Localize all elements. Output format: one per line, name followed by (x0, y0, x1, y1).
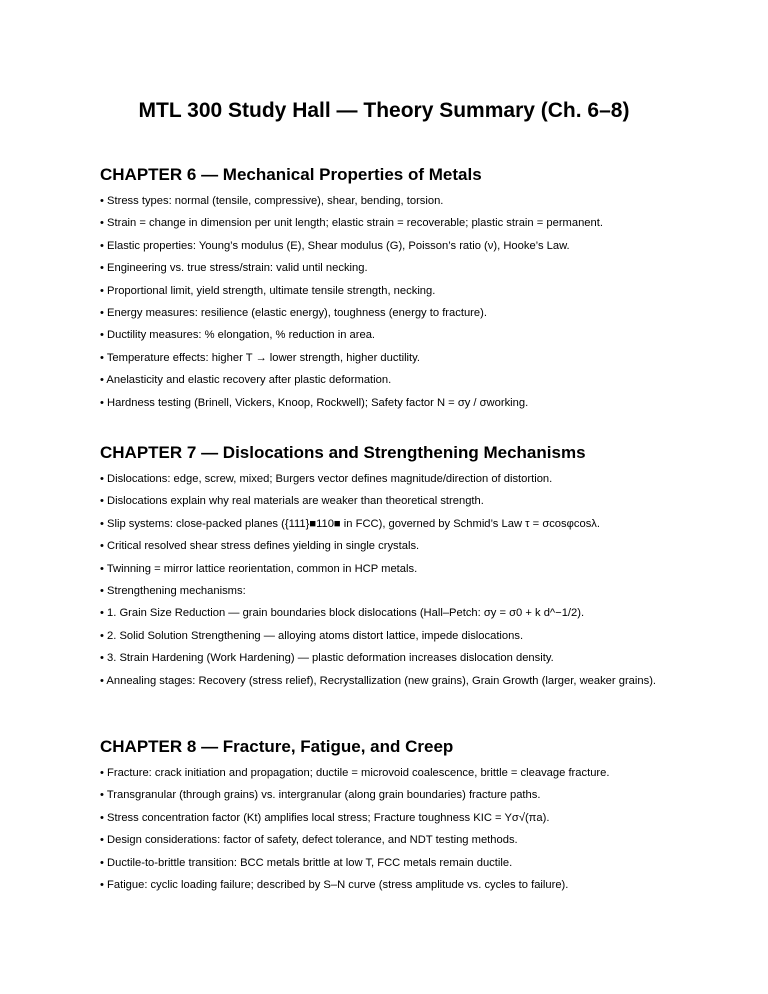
list-item: • Strengthening mechanisms: (100, 584, 246, 597)
list-item: • Critical resolved shear stress defines yielding in single crystals. (100, 540, 420, 553)
list-item: • Design considerations: factor of safety, defect tolerance, and NDT testing methods. (100, 834, 518, 847)
list-item: • Ductility measures: % elongation, % reduction in area. (100, 329, 376, 342)
list-item: • Fracture: crack initiation and propagation; ductile = microvoid coalescence, brittle = cleavage fracture. (100, 767, 610, 779)
list-item: • Hardness testing (Brinell, Vickers, Knoop, Rockwell); Safety factor N = σy / σworking. (100, 396, 529, 409)
chapter-7-section (100, 442, 688, 696)
list-item: • Temperature effects: higher T → lower strength, higher ductility. (100, 351, 421, 364)
list-item: • Elastic properties: Young’s modulus (E), Shear modulus (G), Poisson’s ratio (ν), Hooke’s Law. (100, 239, 570, 252)
list-item: • Transgranular (through grains) vs. intergranular (along grain boundaries) fracture paths. (100, 789, 541, 802)
chapter-6-section (100, 164, 688, 418)
list-item: • Annealing stages: Recovery (stress relief), Recrystallization (new grains), Grain Growth (larger, weaker grains). (100, 674, 657, 687)
chapter-7-heading: CHAPTER 7 — Dislocations and Strengthening Mechanisms (100, 443, 586, 462)
list-item: • Ductile-to-brittle transition: BCC metals brittle at low T, FCC metals remain ductile. (100, 856, 513, 869)
list-item: • 3. Strain Hardening (Work Hardening) — plastic deformation increases dislocation density. (100, 652, 554, 665)
list-item: • Slip systems: close-packed planes ({111}■110■ in FCC), governed by Schmid’s Law τ = σcosφcosλ. (100, 517, 600, 530)
list-item: • Engineering vs. true stress/strain: valid until necking. (100, 262, 368, 275)
list-item: • Energy measures: resilience (elastic energy), toughness (energy to fracture). (100, 306, 487, 319)
chapter-6-list (100, 194, 688, 410)
list-item: • Anelasticity and elastic recovery after plastic deformation. (100, 374, 392, 387)
list-item: • Strain = change in dimension per unit length; elastic strain = recoverable; plastic strain = permanent. (100, 217, 603, 230)
chapter-8-list (100, 766, 688, 892)
page-title: MTL 300 Study Hall — Theory Summary (Ch. 6–8) (138, 99, 630, 122)
list-item: • 1. Grain Size Reduction — grain boundaries block dislocations (Hall–Petch: σy = σ0 + k d^−1/2). (100, 607, 585, 620)
chapter-7-list (100, 472, 688, 688)
list-item: • Stress types: normal (tensile, compressive), shear, bending, torsion. (100, 195, 444, 207)
chapter-8-heading: CHAPTER 8 — Fracture, Fatigue, and Creep (100, 737, 454, 756)
list-item: • Stress concentration factor (Kt) amplifies local stress; Fracture toughness KIC = Yσ√(πa). (100, 811, 550, 824)
list-item: • Dislocations: edge, screw, mixed; Burgers vector defines magnitude/direction of distortion. (100, 473, 553, 485)
chapter-8-section (100, 736, 688, 900)
list-item: • Dislocations explain why real materials are weaker than theoretical strength. (100, 495, 484, 508)
list-item: • 2. Solid Solution Strengthening — alloying atoms distort lattice, impede dislocations. (100, 629, 524, 642)
list-item: • Twinning = mirror lattice reorientation, common in HCP metals. (100, 562, 418, 575)
list-item: • Proportional limit, yield strength, ultimate tensile strength, necking. (100, 284, 436, 297)
chapter-6-heading: CHAPTER 6 — Mechanical Properties of Metals (100, 165, 482, 184)
list-item: • Fatigue: cyclic loading failure; described by S–N curve (stress amplitude vs. cycles to failure). (100, 878, 569, 891)
